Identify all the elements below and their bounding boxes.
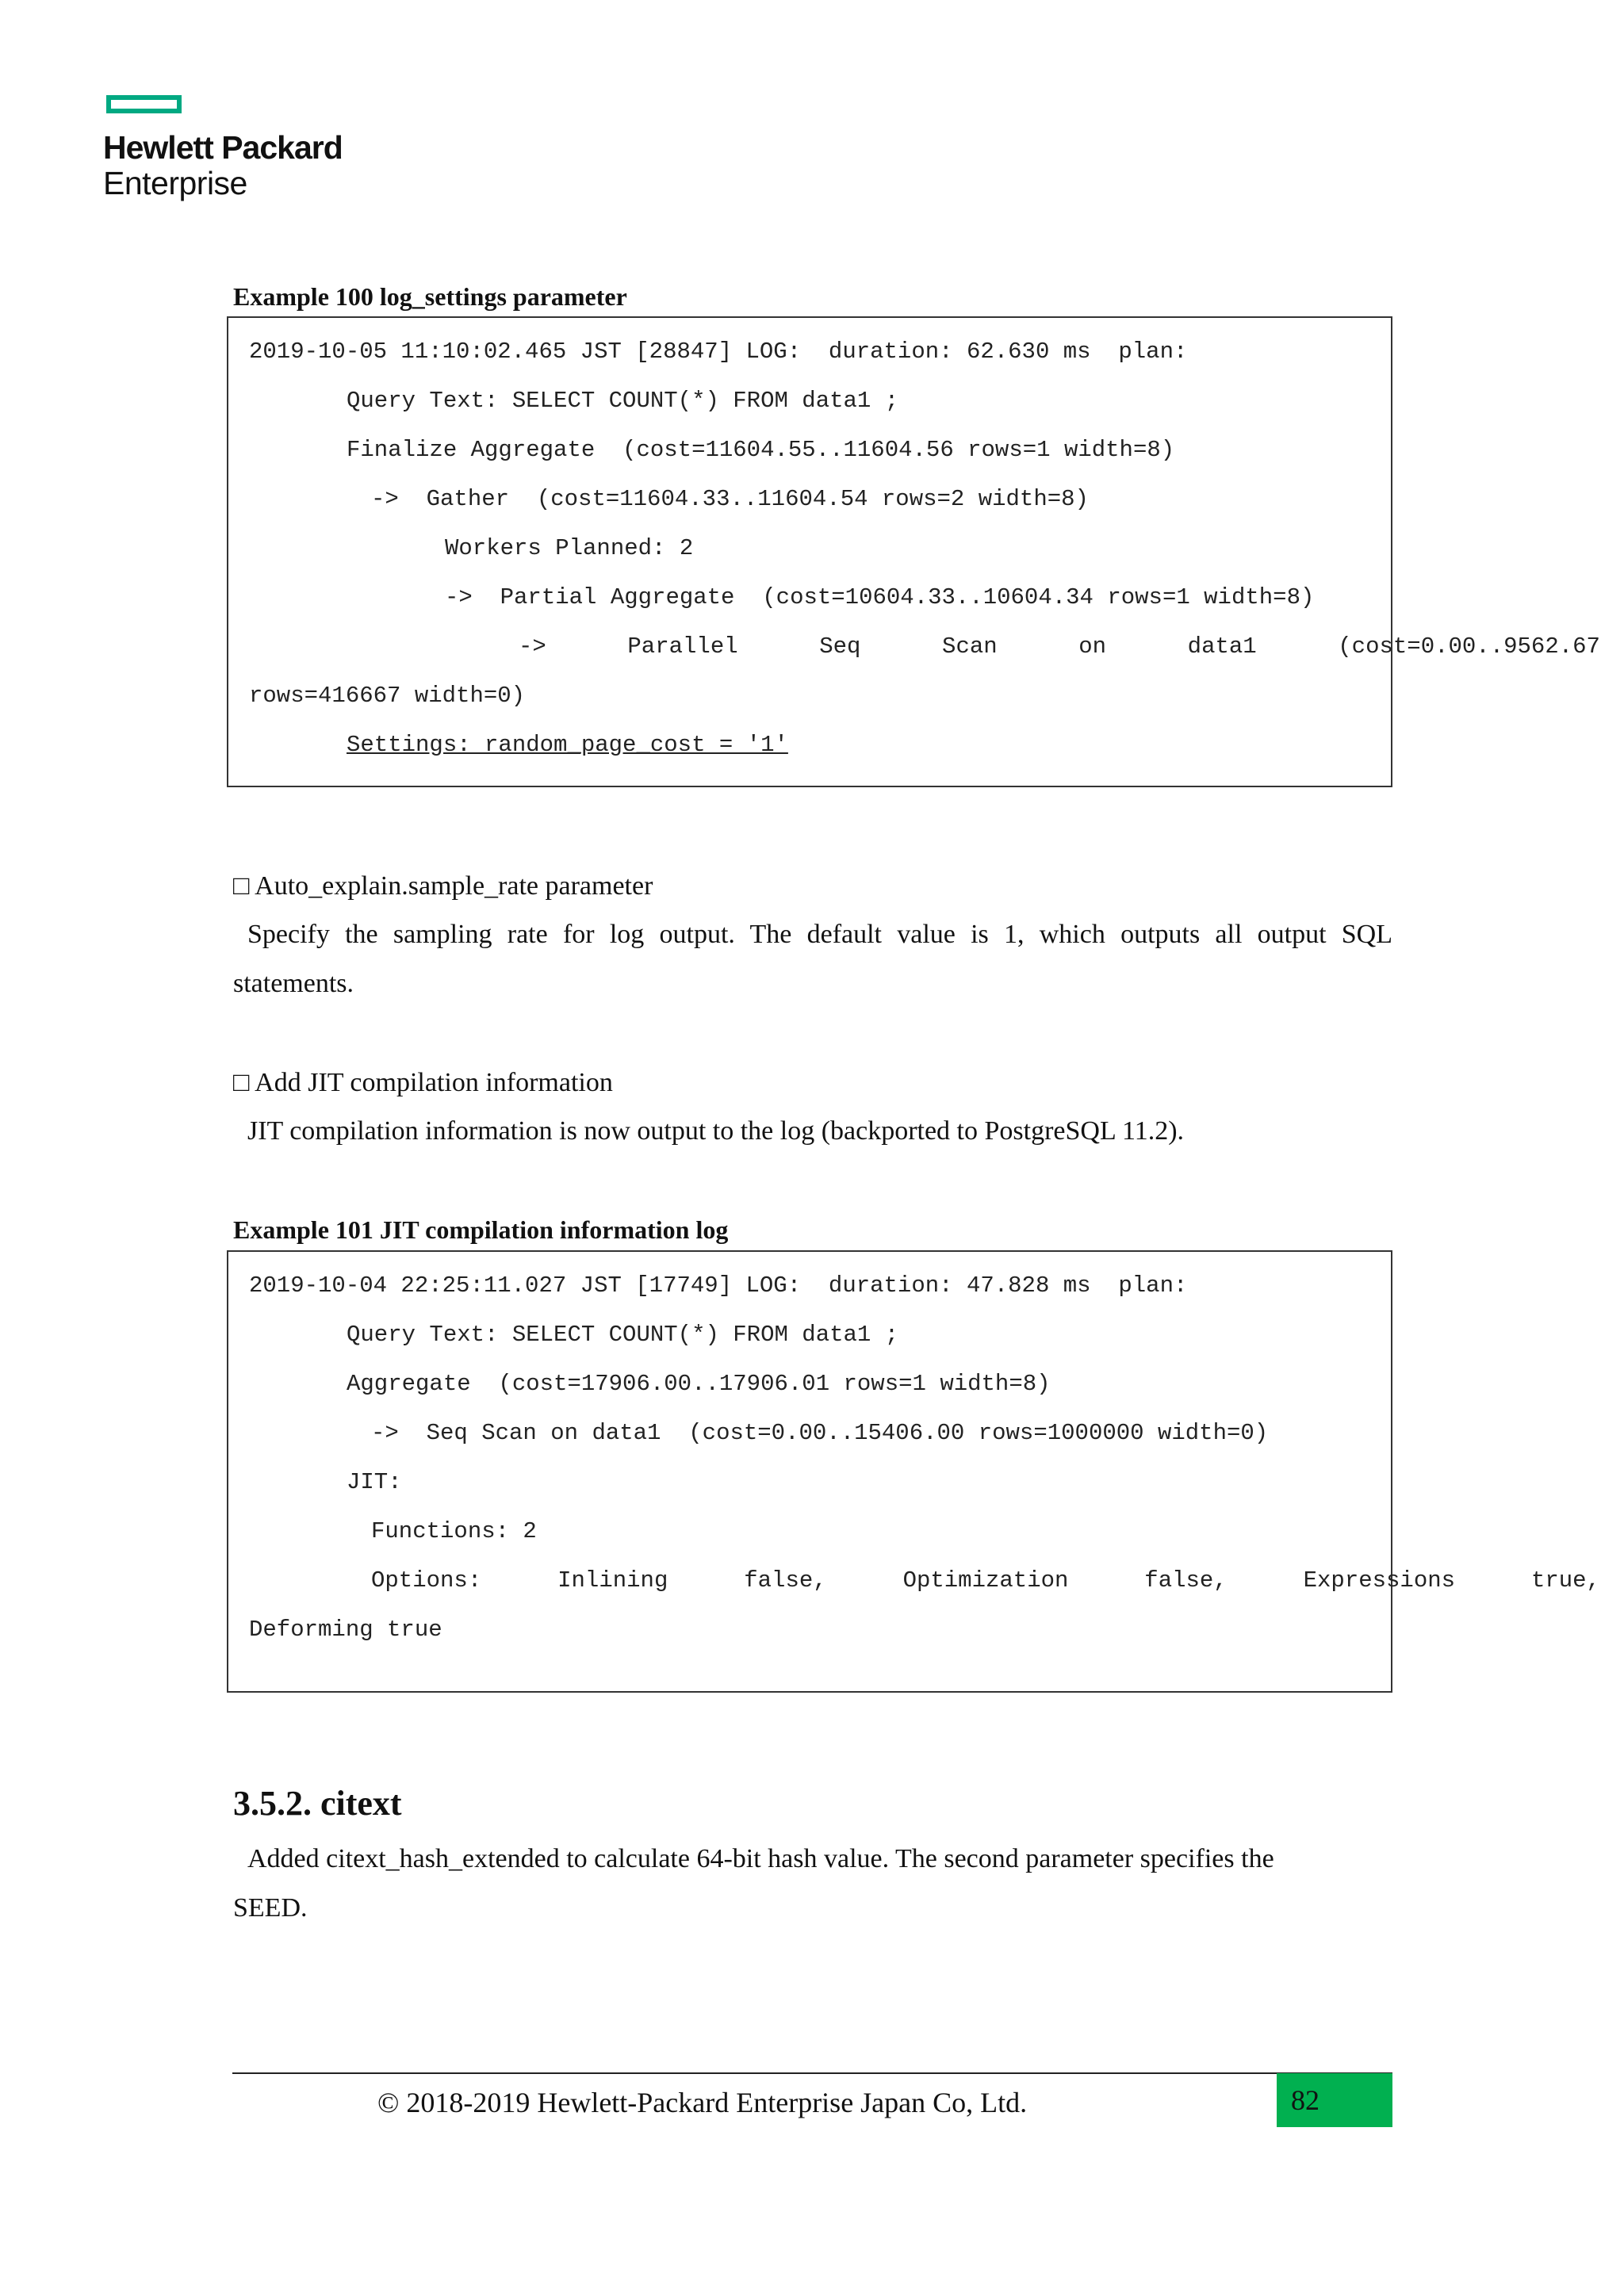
jit-title: □ Add JIT compilation information	[233, 1068, 613, 1097]
code-line: Workers Planned: 2	[445, 535, 694, 561]
sample-rate-body-line1: Specify the sampling rate for log output. The default value is 1, which outputs all output SQL	[247, 920, 1392, 949]
code-token: Optimization	[902, 1567, 1069, 1594]
page-number: 82	[1277, 2073, 1392, 2127]
code-token: true,	[1530, 1567, 1600, 1594]
code-token: Parallel	[627, 633, 738, 660]
code-line: 2019-10-05 11:10:02.465 JST [28847] LOG: duration: 62.630 ms plan:	[249, 339, 1188, 365]
example-100-code-block	[227, 316, 1600, 787]
code-line: rows=416667 width=0)	[249, 683, 526, 709]
jit-body: JIT compilation information is now output to the log (backported to PostgreSQL 11.2).	[247, 1116, 1185, 1146]
code-token: Inlining	[557, 1567, 668, 1594]
code-line: Aggregate (cost=17906.00..17906.01 rows=1 width=8)	[347, 1371, 1051, 1397]
example-100-caption: Example 100 log_settings parameter	[233, 282, 627, 311]
sample-rate-body-line2: statements.	[233, 969, 354, 998]
code-line: Deforming true	[249, 1617, 442, 1643]
code-token: Scan	[942, 633, 998, 660]
citext-body-line2: SEED.	[233, 1893, 308, 1923]
code-token: data1	[1187, 633, 1257, 660]
code-line: Functions: 2	[371, 1518, 537, 1544]
code-line: -> Partial Aggregate (cost=10604.33..10604.34 rows=1 width=8)	[445, 584, 1315, 610]
code-token: false,	[1144, 1567, 1228, 1594]
code-token: ->	[519, 633, 546, 660]
example-101-code-block	[227, 1250, 1600, 1693]
code-line: Query Text: SELECT COUNT(*) FROM data1 ;	[347, 1322, 899, 1348]
footer-rule	[232, 2072, 1392, 2074]
code-token: Expressions	[1303, 1567, 1456, 1594]
section-heading-citext: 3.5.2. citext	[233, 1784, 402, 1823]
code-token: (cost=0.00..9562.67	[1338, 633, 1600, 660]
code-line: Query Text: SELECT COUNT(*) FROM data1 ;	[347, 388, 899, 414]
code-token: false,	[744, 1567, 827, 1594]
logo-text-line2: Enterprise	[103, 165, 247, 201]
hpe-logo-mark	[106, 95, 182, 113]
code-line: 2019-10-04 22:25:11.027 JST [17749] LOG: duration: 47.828 ms plan:	[249, 1272, 1188, 1299]
code-line-settings: Settings: random_page_cost = '1'	[347, 732, 788, 758]
code-line: Finalize Aggregate (cost=11604.55..11604.56 rows=1 width=8)	[347, 437, 1175, 463]
example-101-caption: Example 101 JIT compilation information log	[233, 1215, 729, 1244]
code-line: -> Gather (cost=11604.33..11604.54 rows=2 width=8)	[371, 486, 1089, 512]
logo-text-line1: Hewlett Packard	[103, 129, 343, 166]
citext-body-line1: Added citext_hash_extended to calculate 64-bit hash value. The second parameter specifies the	[247, 1844, 1274, 1873]
sample-rate-title: □ Auto_explain.sample_rate parameter	[233, 871, 653, 901]
code-line: JIT:	[347, 1469, 402, 1495]
code-token: Options:	[371, 1567, 482, 1594]
footer-copyright: © 2018-2019 Hewlett-Packard Enterprise Japan Co, Ltd.	[377, 2087, 1028, 2118]
code-token: on	[1078, 633, 1107, 660]
code-line-justified	[519, 633, 1600, 661]
code-token: Seq	[819, 633, 861, 660]
code-line: -> Seq Scan on data1 (cost=0.00..15406.00 rows=1000000 width=0)	[371, 1420, 1269, 1446]
code-line-justified	[371, 1567, 1600, 1595]
